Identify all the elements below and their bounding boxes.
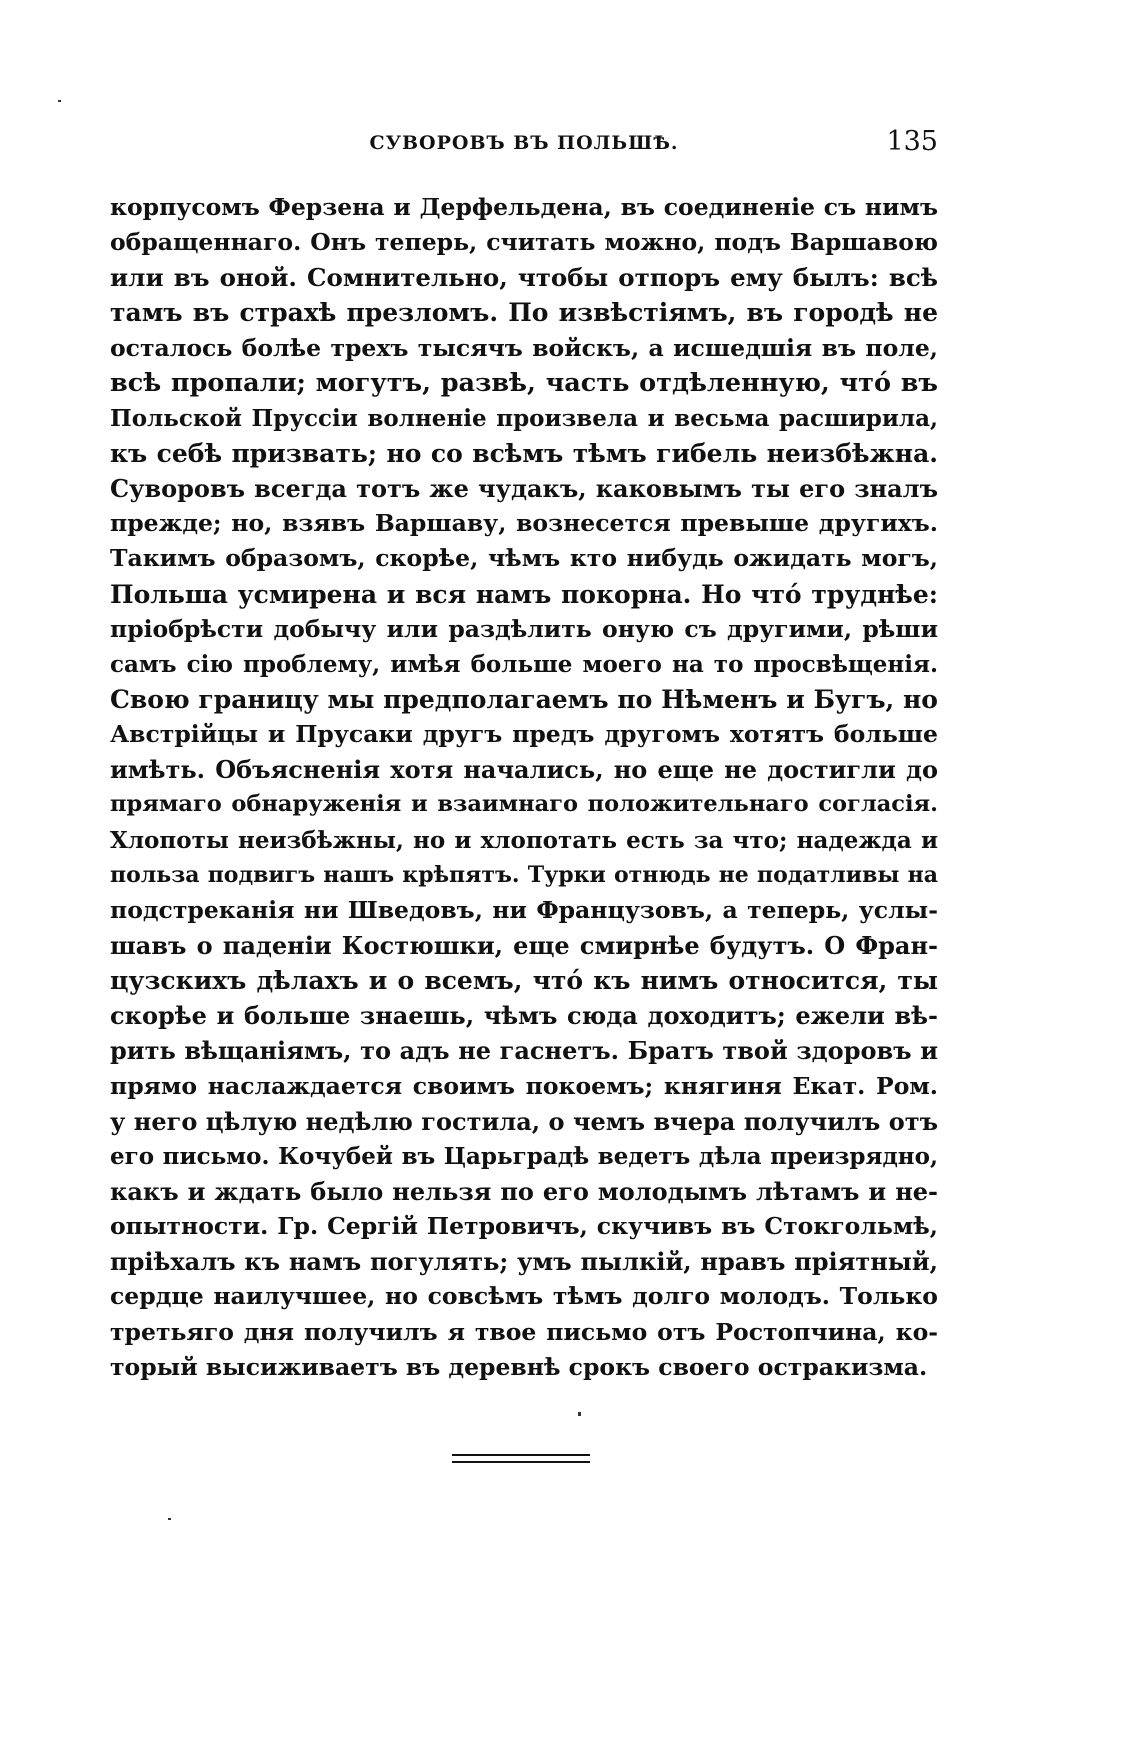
text-line: прямаго обнаруженія и взаимнаго положительнаго согласія. (110, 791, 938, 818)
running-title: СУВОРОВЪ ВЪ ПОЛЬШѢ. (369, 132, 679, 154)
text-line: Хлопоты неизбѣжны, но и хлопотать есть за что; надежда и (110, 826, 938, 854)
end-rule-bottom (452, 1461, 590, 1463)
text-line: польза подвигъ нашъ крѣпятъ. Турки отнюдь не податливы на (110, 861, 938, 888)
text-line: Такимъ образомъ, скорѣе, чѣмъ кто нибудь ожидать могъ, (110, 544, 938, 573)
text-line: осталось болѣе трехъ тысячъ войскъ, а исшедшія въ поле, (110, 333, 938, 362)
text-line: къ себѣ призвать; но со всѣмъ тѣмъ гибель неизбѣжна. (110, 438, 938, 468)
text-line: всѣ пропали; могутъ, развѣ, часть отдѣленную, чтó въ (110, 367, 938, 398)
ink-speck (168, 1518, 171, 1520)
text-line: какъ и ждать было нельзя по его молодымъ лѣтамъ и не- (110, 1176, 938, 1206)
text-line: Польской Пруссіи волненіе произвела и весьма расширила, (110, 404, 938, 432)
end-rule-top (452, 1454, 590, 1456)
text-line: имѣть. Объясненія хотя начались, но еще не достигли до (110, 755, 938, 785)
text-line: сердце наилучшее, но совсѣмъ тѣмъ долго молодъ. Только (110, 1282, 938, 1311)
text-line: рить вѣщаніямъ, то адъ не гаснетъ. Братъ твой здоровъ и (110, 1036, 938, 1066)
text-line: третьяго дня получилъ я твое письмо отъ Ростопчина, ко- (110, 1317, 938, 1346)
text-line: прямо наслаждается своимъ покоемъ; княгиня Екат. Ром. (110, 1071, 938, 1100)
text-line: пріѣхалъ къ намъ погулять; умъ пылкій, нравъ пріятный, (110, 1247, 938, 1277)
text-line: корпусомъ Ферзена и Дерфельдена, въ соединеніе съ нимъ (110, 193, 938, 221)
ink-speck (58, 100, 61, 102)
text-line: подстреканія ни Шведовъ, ни Французовъ, а теперь, услы- (110, 895, 938, 924)
text-line: самъ сію проблему, имѣя больше моего на то просвѣщенія. (110, 650, 938, 678)
text-line: цузскихъ дѣлахъ и о всемъ, чтó къ нимъ относится, ты (110, 966, 938, 996)
text-line: Суворовъ всегда тотъ же чудакъ, каковымъ ты его зналъ (110, 474, 938, 504)
text-line: у него цѣлую недѣлю гостила, о чемъ вчера получилъ отъ (110, 1106, 938, 1136)
text-line: Свою границу мы предполагаемъ по Нѣменъ и Бугъ, но (110, 684, 938, 714)
text-line: опытности. Гр. Сергій Петровичъ, скучивъ въ Стокгольмѣ, (110, 1212, 938, 1241)
text-line: его письмо. Кочубей въ Царьградѣ ведетъ дѣла преизрядно, (110, 1142, 938, 1170)
running-head (110, 126, 938, 166)
text-line: прежде; но, взявъ Варшаву, вознесется превыше другихъ. (110, 509, 938, 538)
text-line: Австрійцы и Прусаки другъ предъ другомъ хотятъ больше (110, 720, 938, 749)
text-line: скорѣе и больше знаешь, чѣмъ сюда доходитъ; ежели вѣ- (110, 1001, 938, 1031)
text-line: Польша усмирена и вся намъ покорна. Но чтó труднѣе: (110, 579, 938, 609)
text-line: обращеннаго. Онъ теперь, считать можно, подъ Варшавою (110, 228, 938, 257)
ink-speck (578, 1412, 581, 1416)
text-line: пріобрѣсти добычу или раздѣлить оную съ другими, рѣши (110, 614, 938, 643)
text-line: тамъ въ страхѣ презломъ. По извѣстіямъ, въ городѣ не (110, 298, 938, 328)
text-line: торый высиживаетъ въ деревнѣ срокъ своего остракизма. (110, 1352, 928, 1381)
text-line: или въ оной. Сомнительно, чтобы отпоръ ему былъ: всѣ (110, 263, 938, 293)
body-text (110, 190, 938, 1385)
text-line: шавъ о паденіи Костюшки, еще смирнѣе будутъ. О Фран- (110, 930, 938, 960)
page-number: 135 (886, 126, 938, 157)
